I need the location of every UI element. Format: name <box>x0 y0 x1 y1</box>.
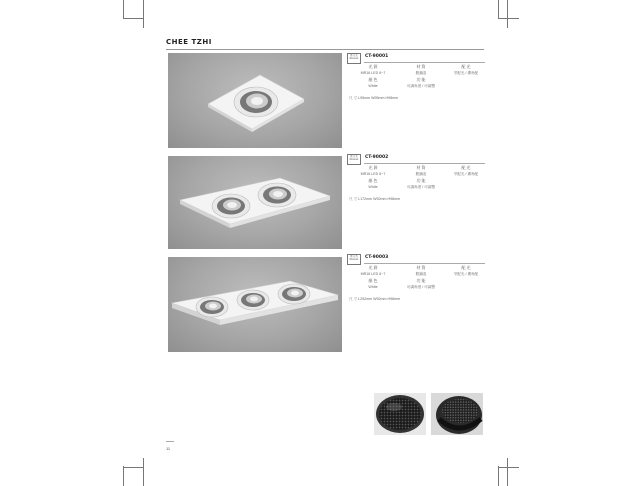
crop-mark <box>143 0 144 28</box>
spec-value: White <box>368 285 378 289</box>
product-spec-1 <box>347 53 485 123</box>
product-model: CT-90003 <box>365 255 389 260</box>
crop-mark <box>507 0 508 28</box>
spec-header: 材 質 <box>416 165 426 170</box>
spec-value: 可調角度 / 可調整 <box>406 285 436 289</box>
crop-mark <box>507 458 508 486</box>
spec-header: 材 質 <box>416 265 426 270</box>
product-tag: 嵌入式 Recess <box>347 254 361 265</box>
footer-rule <box>166 441 174 442</box>
page-number: 11 <box>166 446 171 451</box>
spec-header: 配 光 <box>461 64 471 69</box>
crop-mark <box>498 0 499 18</box>
spec-header: 光 源 <box>368 64 378 69</box>
product-model: CT-90001 <box>365 54 389 59</box>
header-rule <box>166 49 484 50</box>
spec-rule <box>364 62 485 63</box>
product-photo-3 <box>168 257 342 352</box>
spec-value: White <box>368 84 378 88</box>
spec-value: White <box>368 185 378 189</box>
product-spec-2 <box>347 154 485 224</box>
spec-value: 可調角度 / 可調整 <box>406 84 436 88</box>
spec-value: MR16 LED 6~7 <box>360 71 386 75</box>
spec-dimension: 尺 寸 L95mm W95mm H98mm <box>349 96 399 100</box>
product-tag: 嵌入式 Recess <box>347 53 361 64</box>
spec-header: 顏 色 <box>368 178 378 183</box>
crop-mark <box>123 467 144 468</box>
crop-mark <box>498 466 499 486</box>
spec-header: 光 源 <box>368 165 378 170</box>
honeycomb-louver-black-image <box>431 393 483 435</box>
spec-value: 窄配光 / 廣角配 <box>453 272 479 276</box>
honeycomb-louver-image <box>374 393 426 435</box>
brand-logo: CHEE TZHI <box>166 38 212 46</box>
product-spec-3 <box>347 254 485 324</box>
spec-value: 鋁鑄造 <box>415 272 427 276</box>
spec-header: 功 能 <box>416 178 426 183</box>
product-photo-2 <box>168 156 342 249</box>
spec-dimension: 尺 寸 L172mm W92mm H98mm <box>349 197 401 201</box>
spec-rule <box>364 163 485 164</box>
spec-value: 窄配光 / 廣角配 <box>453 71 479 75</box>
spec-header: 功 能 <box>416 77 426 82</box>
crop-mark <box>498 467 519 468</box>
spec-value: 窄配光 / 廣角配 <box>453 172 479 176</box>
crop-mark <box>123 466 124 486</box>
spec-header: 功 能 <box>416 278 426 283</box>
spec-rule <box>364 263 485 264</box>
spec-header: 配 光 <box>461 165 471 170</box>
crop-mark <box>498 18 519 19</box>
crop-mark <box>123 18 144 19</box>
spec-value: 鋁鑄造 <box>415 172 427 176</box>
product-tag: 嵌入式 Recess <box>347 154 361 165</box>
crop-mark <box>123 0 124 18</box>
crop-mark <box>143 458 144 486</box>
spec-value: 可調角度 / 可調整 <box>406 185 436 189</box>
spec-dimension: 尺 寸 L252mm W92mm H98mm <box>349 297 401 301</box>
product-photo-1 <box>168 53 342 148</box>
spec-header: 材 質 <box>416 64 426 69</box>
spec-header: 顏 色 <box>368 77 378 82</box>
spec-header: 光 源 <box>368 265 378 270</box>
spec-header: 顏 色 <box>368 278 378 283</box>
product-model: CT-90002 <box>365 155 389 160</box>
spec-header: 配 光 <box>461 265 471 270</box>
spec-value: MR16 LED 6~7 <box>360 272 386 276</box>
spec-value: 鋁鑄造 <box>415 71 427 75</box>
spec-value: MR16 LED 6~7 <box>360 172 386 176</box>
